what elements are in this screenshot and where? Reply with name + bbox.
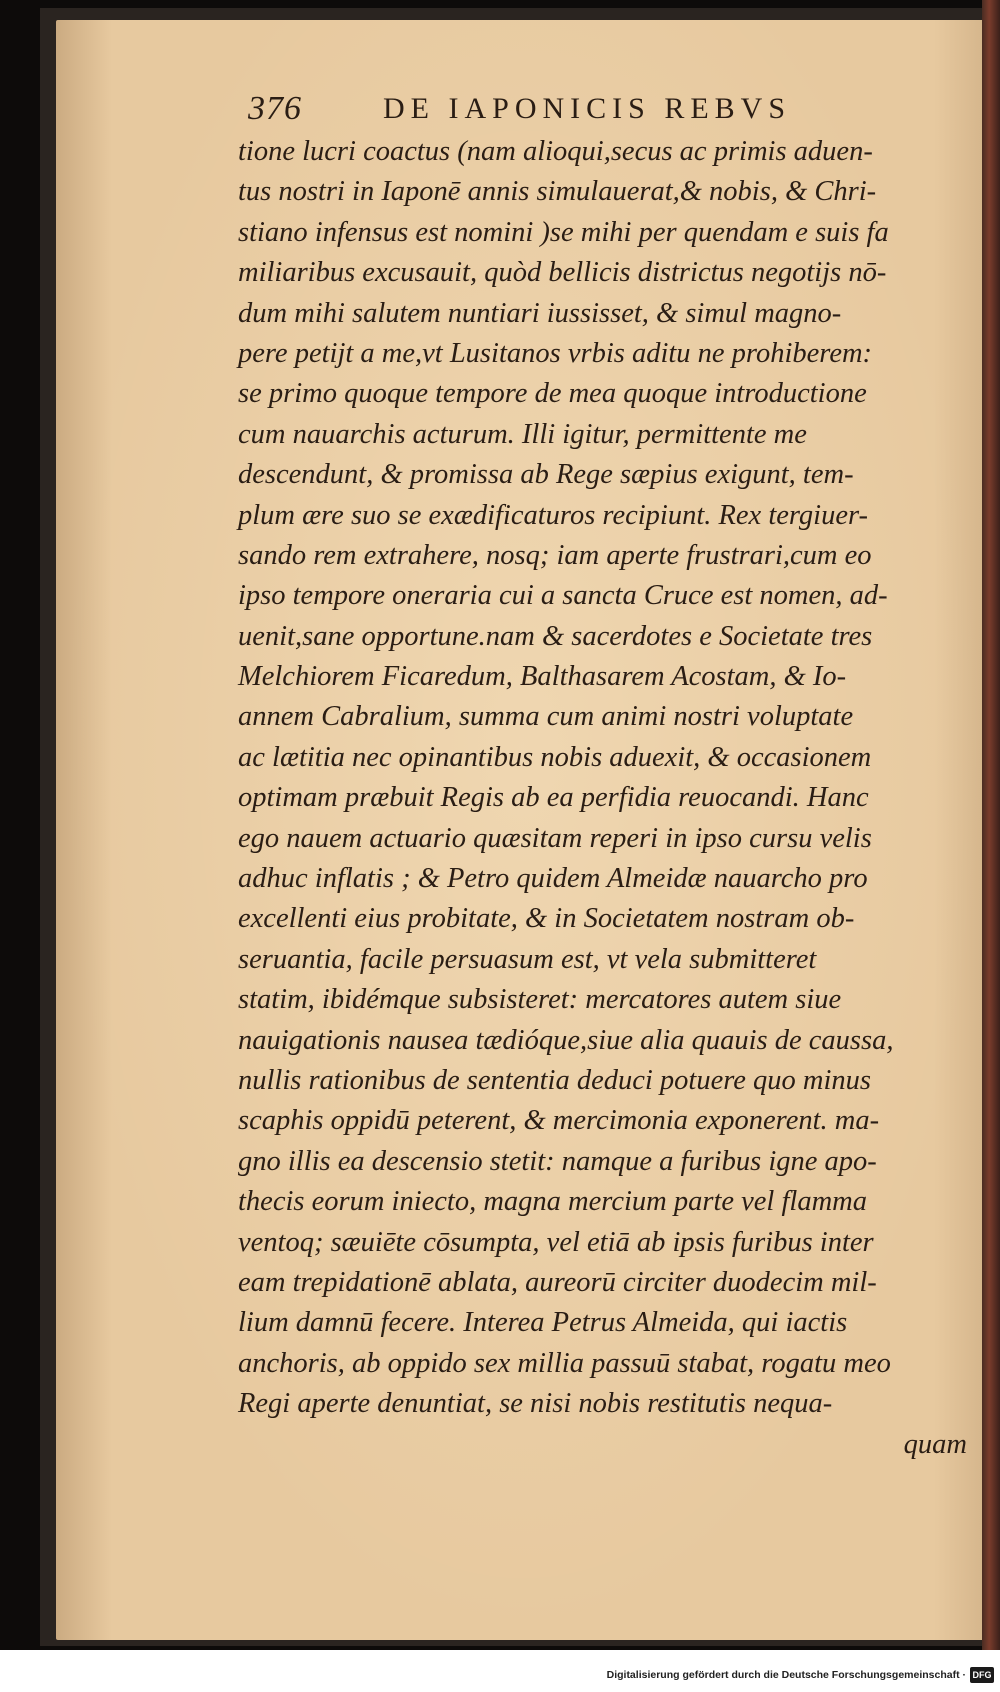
text-line: tus nostri in Iaponē annis simulauerat,& nobis, & Chri- (238, 176, 877, 208)
text-line: adhuc inflatis ; & Petro quidem Almeidæ nauarcho pro (238, 863, 868, 895)
running-title: DE IAPONICIS REBVS (383, 92, 792, 125)
text-line: pere petijt a me,vt Lusitanos vrbis aditu ne prohiberem: (238, 337, 873, 369)
text-line: gno illis ea descensio stetit: namque a furibus igne apo- (238, 1145, 877, 1177)
text-line: seruantia, facile persuasum est, vt vela submitteret (238, 943, 817, 975)
catchword: quam (903, 1428, 967, 1460)
text-line: sando rem extrahere, nosq; iam aperte frustrari,cum eo (238, 539, 872, 571)
text-line: ventoq; sæuiēte cōsumpta, vel etiā ab ipsis furibus inter (238, 1226, 874, 1258)
text-line: descendunt, & promissa ab Rege sæpius exigunt, tem- (238, 459, 854, 491)
text-line: miliaribus excusauit, quòd bellicis districtus negotijs nō- (238, 257, 887, 289)
text-line: cum nauarchis acturum. Illi igitur, permittente me (238, 418, 807, 450)
dfg-logo: DFG (970, 1667, 994, 1683)
text-line: ego nauem actuario quæsitam reperi in ipso cursu velis (238, 822, 872, 854)
text-line: uenit,sane opportune.nam & sacerdotes e Societate tres (238, 620, 873, 652)
text-line: dum mihi salutem nuntiari iussisset, & simul magno- (238, 297, 842, 329)
body-text (238, 132, 973, 1465)
text-line: scaphis oppidū peterent, & mercimonia exponerent. ma- (238, 1105, 880, 1137)
text-line: statim, ibidémque subsisteret: mercatores autem siue (238, 984, 842, 1016)
text-line: lium damnū fecere. Interea Petrus Almeida, qui iactis (238, 1307, 848, 1339)
page-number: 376 (248, 90, 302, 127)
footer-bar (0, 1650, 1000, 1692)
text-line: nullis rationibus de sententia deduci potuere quo minus (238, 1064, 872, 1096)
text-line: Regi aperte denuntiat, se nisi nobis restitutis nequa- (238, 1388, 833, 1420)
page-header (248, 90, 988, 134)
text-line: plum ære suo se exædificaturos recipiunt. Rex tergiuer- (238, 499, 869, 531)
text-line: tione lucri coactus (nam alioqui,secus ac primis aduen- (238, 136, 873, 167)
text-line: stiano infensus est nomini )se mihi per quendam e suis fa (238, 216, 889, 248)
text-line: excellenti eius probitate, & in Societatem nostram ob- (238, 903, 855, 935)
text-line: Melchiorem Ficaredum, Balthasarem Acostam, & Io- (238, 661, 847, 693)
text-line: se primo quoque tempore de mea quoque introductione (238, 378, 867, 410)
text-line: ipso tempore oneraria cui a sancta Cruce est nomen, ad- (238, 580, 888, 612)
book-edge (982, 0, 1000, 1650)
text-line: nauigationis nausea tædióque,siue alia quauis de caussa, (238, 1024, 894, 1056)
text-line: annem Cabralium, summa cum animi nostri voluptate (238, 701, 854, 733)
funding-credit: Digitalisierung gefördert durch die Deutsche Forschungsgemeinschaft · (606, 1669, 966, 1681)
text-line: eam trepidationē ablata, aureorū circiter duodecim mil- (238, 1266, 877, 1298)
text-line: optimam præbuit Regis ab ea perfidia reuocandi. Hanc (238, 782, 869, 814)
text-line: ac lætitia nec opinantibus nobis aduexit, & occasionem (238, 741, 872, 773)
text-line: thecis eorum iniecto, magna mercium parte vel flamma (238, 1186, 867, 1218)
text-line: anchoris, ab oppido sex millia passuū stabat, rogatu meo (238, 1347, 891, 1379)
